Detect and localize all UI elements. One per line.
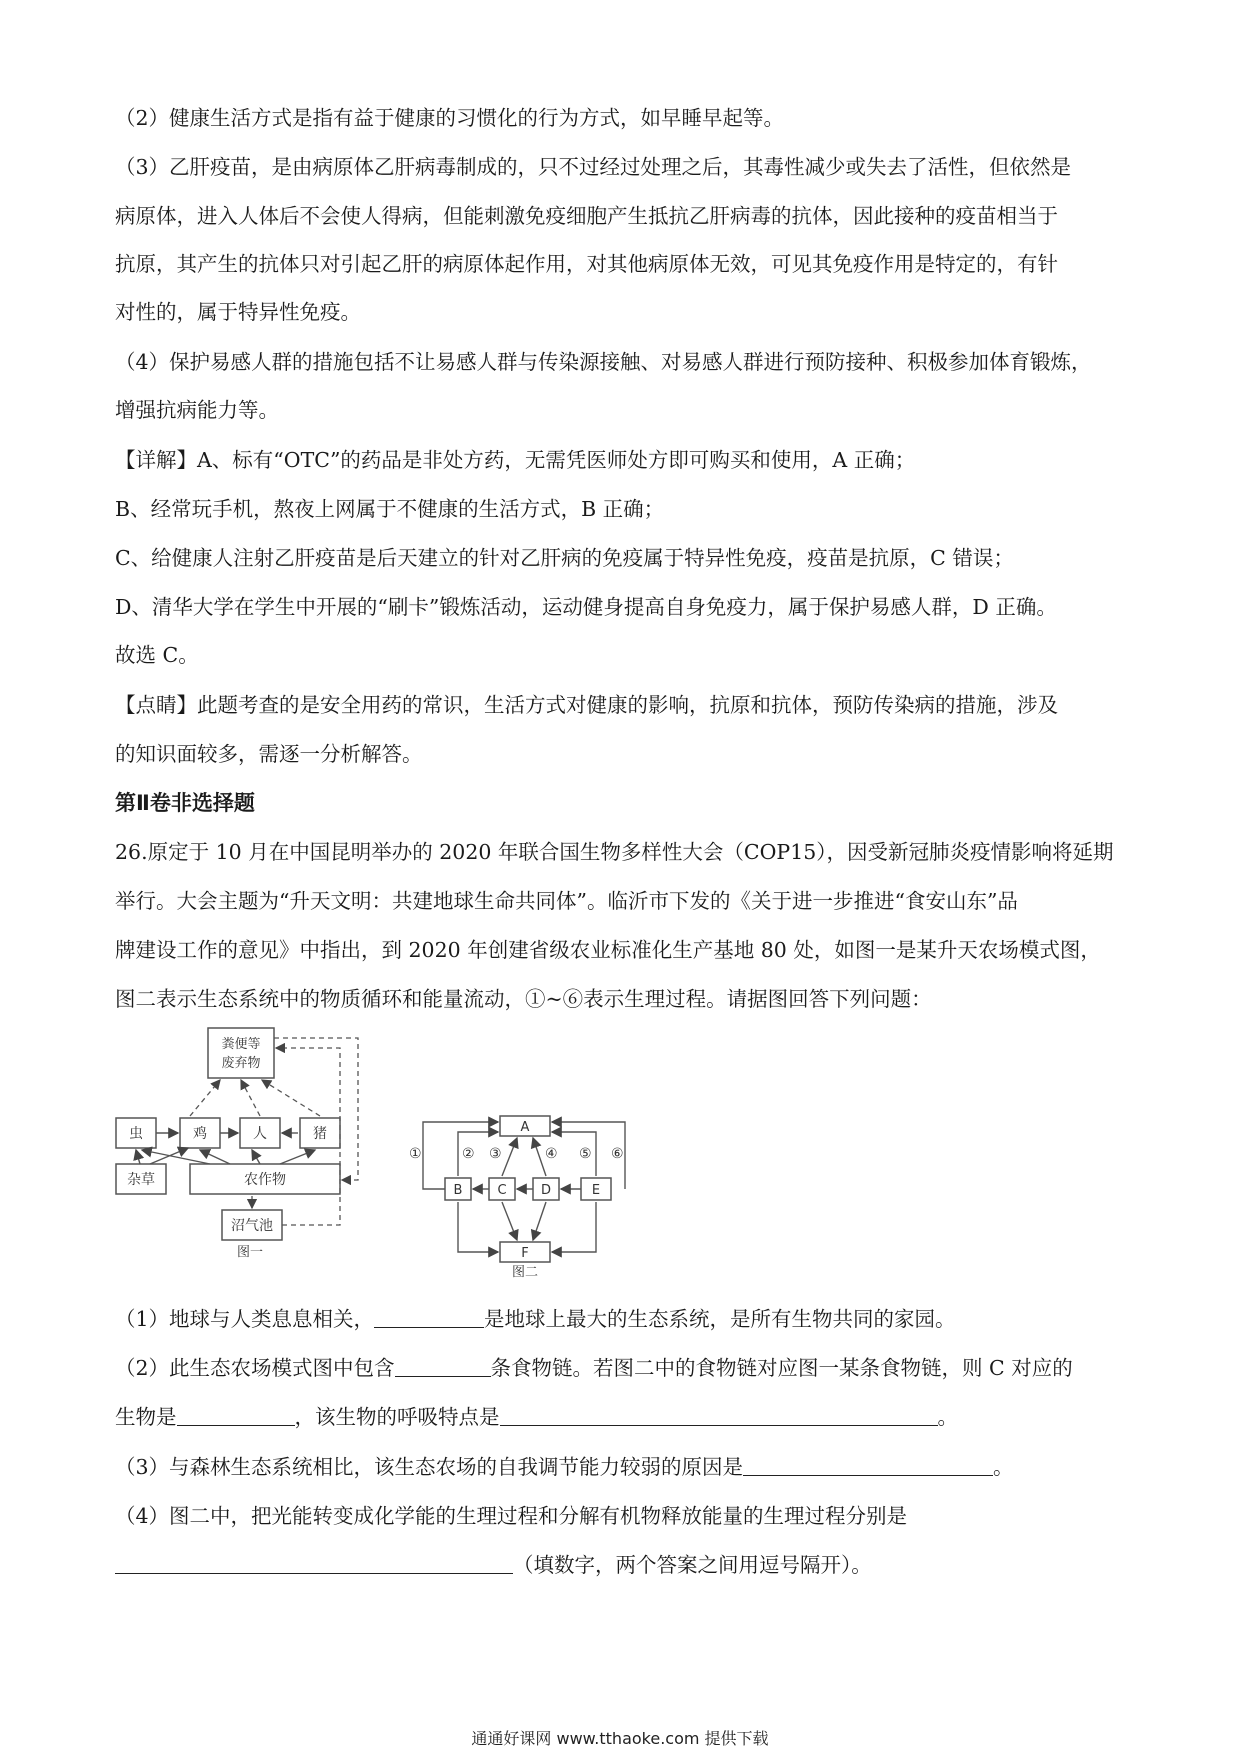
q26-sub2-suffix: 条食物链。若图二中的食物链对应图一某条食物链，则 C 对应的 bbox=[490, 1356, 1073, 1380]
page-footer: 通通好课网 www.tthaoke.com 提供下载 bbox=[471, 1729, 769, 1748]
q26-sub4-suffix: （填数字，两个答案之间用逗号隔开）。 bbox=[513, 1553, 872, 1577]
figure-1-caption: 图一 bbox=[236, 1245, 264, 1260]
label-D: D bbox=[540, 1183, 552, 1198]
answer-blank-1[interactable] bbox=[374, 1305, 484, 1328]
q26-sub2-prefix: （2）此生态农场模式图中包含 bbox=[115, 1356, 395, 1380]
comment-line-a: 【点睛】此题考查的是安全用药的常识，生活方式对健康的影响，抗原和抗体，预防传染病的措施，涉及 bbox=[115, 693, 1058, 717]
answer-line-4b: 增强抗病能力等。 bbox=[115, 398, 279, 422]
answer-blank-3[interactable] bbox=[177, 1403, 295, 1426]
chicken-label: 鸡 bbox=[193, 1126, 207, 1142]
answer-blank-4[interactable] bbox=[500, 1403, 938, 1426]
q26-line-2: 举行。大会主题为“升天文明：共建地球生命共同体”。临沂市下发的《关于进一步推进“食安山东”品 bbox=[115, 889, 1018, 913]
answer-blank-6[interactable] bbox=[115, 1551, 513, 1574]
detail-line-a: 【详解】A、标有“OTC”的药品是非处方药，无需凭医师处方即可购买和使用，A 正确； bbox=[115, 448, 916, 472]
figure-2-caption: 图二 bbox=[511, 1265, 539, 1280]
answer-choice: 故选 C。 bbox=[115, 643, 199, 667]
q26-sub3-suffix: 。 bbox=[993, 1455, 1014, 1479]
q26-sub2-c: 生物是 bbox=[115, 1405, 177, 1429]
detail-line-d: D、清华大学在学生中开展的“刷卡”锻炼活动，运动健身提高自身免疫力，属于保护易感人群，D 正确。 bbox=[115, 595, 1057, 619]
answer-line-2: （2）健康生活方式是指有益于健康的习惯化的行为方式，如早睡早起等。 bbox=[115, 106, 785, 130]
label-n4: ④ bbox=[545, 1146, 558, 1162]
waste-label-2: 废弃物 bbox=[221, 1056, 261, 1071]
answer-blank-2[interactable] bbox=[395, 1354, 491, 1377]
q26-sub1-suffix: 是地球上最大的生态系统，是所有生物共同的家园。 bbox=[484, 1307, 956, 1331]
label-A: A bbox=[520, 1120, 530, 1135]
q26-sub3-prefix: （3）与森林生态系统相比，该生态农场的自我调节能力较弱的原因是 bbox=[115, 1455, 744, 1479]
label-n6: ⑥ bbox=[611, 1146, 624, 1162]
answer-line-3b: 病原体，进入人体后不会使人得病，但能刺激免疫细胞产生抵抗乙肝病毒的抗体，因此接种的疫苗相当于 bbox=[115, 204, 1058, 228]
q26-sub3 bbox=[115, 1443, 1130, 1491]
q26-line-3: 牌建设工作的意见》中指出，到 2020 年创建省级农业标准化生产基地 80 处，如图一是某升天农场模式图， bbox=[115, 938, 1101, 962]
q26-line-1: 26.原定于 10 月在中国昆明举办的 2020 年联合国生物多样性大会（COP15），因受新冠肺炎疫情影响将延期 bbox=[115, 840, 1114, 864]
biogas-label: 沼气池 bbox=[231, 1218, 273, 1234]
human-label: 人 bbox=[253, 1126, 267, 1142]
q26-sub4: （4）图二中，把光能转变成化学能的生理过程和分解有机物释放能量的生理过程分别是 bbox=[115, 1504, 908, 1528]
answer-line-3d: 对性的，属于特异性免疫。 bbox=[115, 300, 361, 324]
answer-line-3c: 抗原，其产生的抗体只对引起乙肝的病原体起作用，对其他病原体无效，可见其免疫作用是特定的，有针 bbox=[115, 252, 1058, 276]
label-n3: ③ bbox=[489, 1146, 502, 1162]
section-title: 第Ⅱ卷非选择题 bbox=[115, 791, 255, 815]
insect-label: 虫 bbox=[129, 1126, 143, 1142]
label-F: F bbox=[521, 1246, 529, 1261]
waste-label-1: 粪便等 bbox=[221, 1037, 261, 1052]
label-n2: ② bbox=[462, 1146, 475, 1162]
comment-line-b: 的知识面较多，需逐一分析解答。 bbox=[115, 742, 423, 766]
label-n1: ① bbox=[409, 1146, 422, 1162]
pig-label: 猪 bbox=[313, 1126, 327, 1142]
detail-line-c: C、给健康人注射乙肝疫苗是后天建立的针对乙肝病的免疫属于特异性免疫，疫苗是抗原，C 错误； bbox=[115, 546, 1014, 570]
q26-line-4: 图二表示生态系统中的物质循环和能量流动，①~⑥表示生理过程。请据图回答下列问题： bbox=[115, 987, 932, 1011]
figure-1-diagram bbox=[110, 1020, 410, 1260]
q26-sub2-e: 。 bbox=[937, 1405, 958, 1429]
label-B: B bbox=[453, 1183, 463, 1198]
q26-sub4-cont bbox=[115, 1541, 1130, 1589]
answer-line-3a: （3）乙肝疫苗，是由病原体乙肝病毒制成的，只不过经过处理之后，其毒性减少或失去了活性，但依然是 bbox=[115, 155, 1072, 179]
detail-line-b: B、经常玩手机，熬夜上网属于不健康的生活方式，B 正确； bbox=[115, 497, 665, 521]
q26-sub2-d: ，该生物的呼吸特点是 bbox=[294, 1405, 500, 1429]
q26-sub1 bbox=[115, 1295, 1130, 1343]
answer-blank-5[interactable] bbox=[743, 1453, 993, 1476]
label-C: C bbox=[497, 1183, 507, 1198]
label-E: E bbox=[591, 1183, 601, 1198]
q26-sub2 bbox=[115, 1344, 1130, 1392]
q26-sub2-cont bbox=[115, 1393, 1130, 1441]
weed-label: 杂草 bbox=[127, 1172, 155, 1188]
q26-sub1-prefix: （1）地球与人类息息相关， bbox=[115, 1307, 375, 1331]
crop-label: 农作物 bbox=[244, 1172, 286, 1188]
figure-2-diagram bbox=[405, 1110, 645, 1280]
label-n5: ⑤ bbox=[579, 1146, 592, 1162]
answer-line-4a: （4）保护易感人群的措施包括不让易感人群与传染源接触、对易感人群进行预防接种、积极参加体育锻炼， bbox=[115, 350, 1092, 374]
